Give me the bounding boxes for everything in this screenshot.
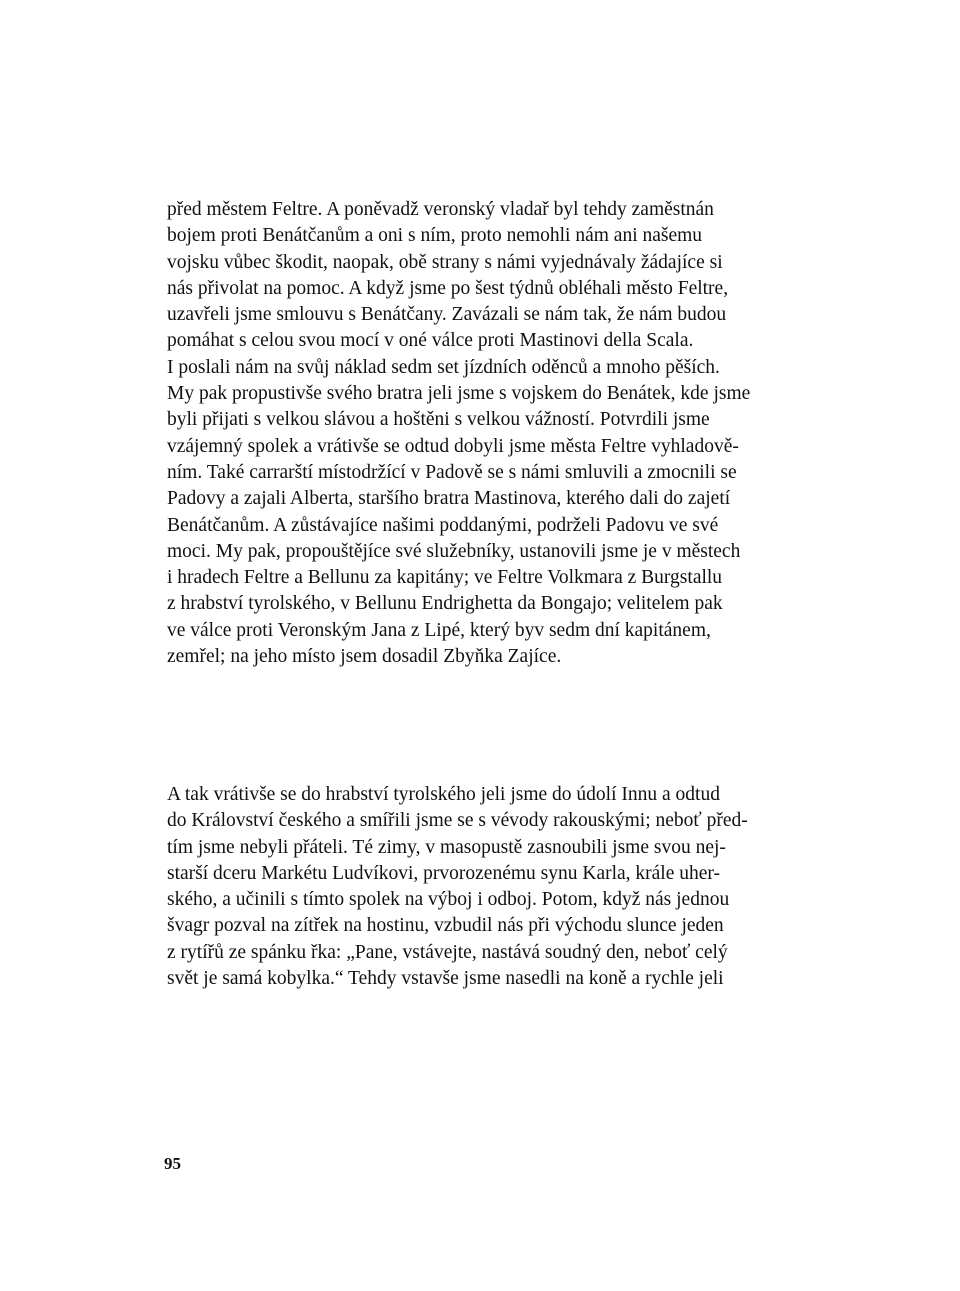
text-line: Benátčanům. A zůstávajíce našimi poddanými, podrželi Padovu ve své xyxy=(167,514,719,536)
text-line: My pak propustivše svého bratra jeli jsme s vojskem do Benátek, kde jsme xyxy=(167,383,751,405)
paragraph-1 xyxy=(167,197,807,670)
text-line: A tak vrátivše se do hrabství tyrolského jeli jsme do údolí Innu a odtud xyxy=(167,784,720,805)
text-line: byli přijati s velkou slávou a hoštěni s velkou vážností. Potvrdili jsme xyxy=(167,409,710,431)
text-line: z rytířů ze spánku řka: „Pane, vstávejte, nastává soudný den, neboť celý xyxy=(167,941,728,963)
text-line: před městem Feltre. A poněvadž veronský vladař byl tehdy zaměstnán xyxy=(167,199,714,220)
text-line: ním. Také carrarští místodržící v Padově se s námi smluvili a zmocnili se xyxy=(167,461,737,483)
text-line: švagr pozval na zítřek na hostinu, vzbudil nás při východu slunce jeden xyxy=(167,915,724,937)
text-line: ského, a učinili s tímto spolek na výboj i odboj. Potom, když nás jednou xyxy=(167,889,730,911)
text-line: svět je samá kobylka.“ Tehdy vstavše jsme nasedli na koně a rychle jeli xyxy=(167,968,724,990)
text-line: I poslali nám na svůj náklad sedm set jízdních oděnců a mnoho pěších. xyxy=(167,356,720,378)
text-line: vojsku vůbec škodit, naopak, obě strany s námi vyjednávaly žádajíce si xyxy=(167,251,723,273)
text-line: zemřel; na jeho místo jsem dosadil Zbyňka Zajíce. xyxy=(167,646,562,668)
page-number: 95 xyxy=(164,1154,181,1173)
text-line: i hradech Feltre a Bellunu za kapitány; ve Feltre Volkmara z Burgstallu xyxy=(167,567,723,589)
text-line: uzavřeli jsme smlouvu s Benátčany. Zavázali se nám tak, že nám budou xyxy=(167,304,727,326)
paragraph-2 xyxy=(167,782,807,992)
text-line: do Království českého a smířili jsme se s vévody rakouskými; neboť před- xyxy=(167,810,748,832)
text-line: z hrabství tyrolského, v Bellunu Endrighetta da Bongajo; velitelem pak xyxy=(167,593,723,615)
text-line: tím jsme nebyli přáteli. Té zimy, v masopustě zasnoubili jsme svou nej- xyxy=(167,836,726,858)
text-line: pomáhat s celou svou mocí v oné válce proti Mastinovi della Scala. xyxy=(167,330,694,352)
text-line: Padovy a zajali Alberta, staršího bratra Mastinova, kterého dali do zajetí xyxy=(167,488,731,510)
text-line: nás přivolat na pomoc. A když jsme po šest týdnů obléhali město Feltre, xyxy=(167,277,729,299)
text-line: vzájemný spolek a vrátivše se odtud dobyli jsme města Feltre vyhladově- xyxy=(167,435,739,457)
text-line: ve válce proti Veronským Jana z Lipé, který byv sedm dní kapitánem, xyxy=(167,619,711,641)
text-line: starší dceru Markétu Ludvíkovi, prvorozenému synu Karla, krále uher- xyxy=(167,862,721,884)
text-line: moci. My pak, propouštějíce své služebníky, ustanovili jsme je v městech xyxy=(167,540,741,562)
text-line: bojem proti Benátčanům a oni s ním, proto nemohli nám ani našemu xyxy=(167,225,703,247)
